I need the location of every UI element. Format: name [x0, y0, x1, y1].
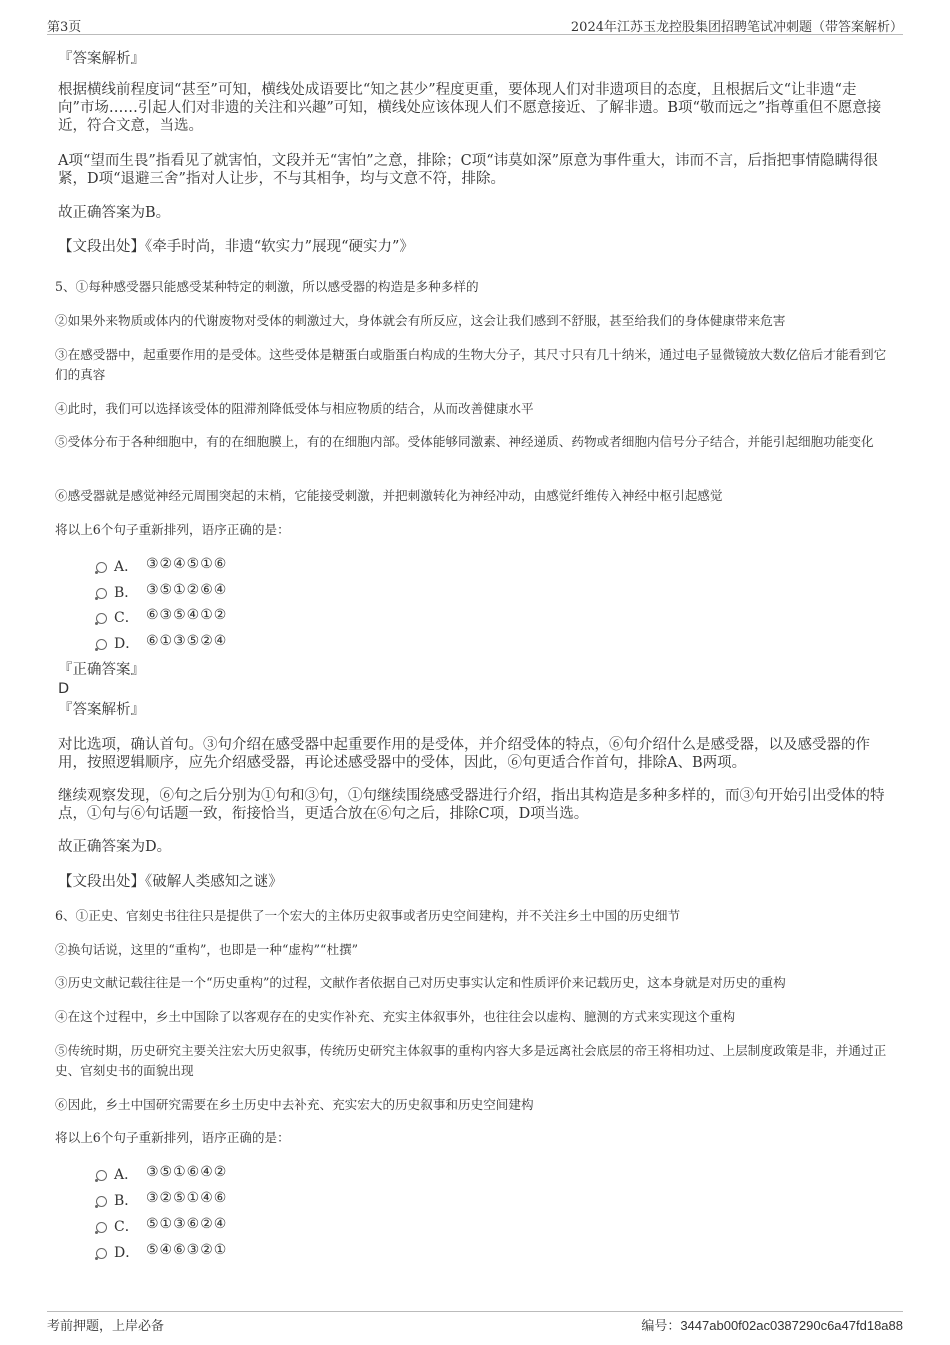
radio-icon[interactable]: [96, 1196, 107, 1207]
q5-analysis-label: 『答案解析』: [58, 702, 145, 718]
q5-conclusion: 故正确答案为D。: [58, 839, 172, 855]
option-text: ⑥③⑤④①②: [146, 607, 228, 623]
option-text: ⑤①③⑥②④: [146, 1216, 228, 1232]
q4-conclusion: 故正确答案为B。: [58, 205, 171, 221]
document-title: 2024年江苏玉龙控股集团招聘笔试冲刺题（带答案解析）: [570, 20, 903, 35]
option-text: ③⑤①⑥④②: [146, 1164, 228, 1180]
footer-code-value: 3447ab00f02ac0387290c6a47fd18a88: [680, 1318, 903, 1333]
q5-sentence-2: ②如果外来物质或体内的代谢废物对受体的刺激过大，身体就会有所反应，这会让我们感到不舒服，甚至给我们的身体健康带来危害: [55, 313, 786, 328]
radio-icon[interactable]: [96, 613, 107, 624]
radio-icon[interactable]: [96, 639, 107, 650]
option-text: ③②④⑤①⑥: [146, 556, 228, 572]
page-number: 第3页: [47, 20, 82, 35]
q6-sentence-4: ④在这个过程中，乡土中国除了以客观存在的史实作补充、充实主体叙事外，也往往会以虚构、臆测的方式来实现这个重构: [55, 1009, 736, 1024]
q5-answer-label: 『正确答案』: [58, 662, 145, 678]
q5-analysis-p1: 对比选项，确认首句。③句介绍在感受器中起重要作用的是受体，并介绍受体的特点，⑥句介绍什么是感受器，以及感受器的作用，按照逻辑顺序，应先介绍感受器，再论述感受器中的受体，因此，⑥句更适合作首句，排除A、B两项。: [58, 737, 870, 771]
q4-analysis-p1: 根据横线前程度词“甚至”可知，横线处成语要比“知之甚少”程度更重，要体现人们对非遗项目的态度，且根据后文“让非遗“走向”市场……引起人们对非遗的关注和兴趣”可知，横线处应该体现人们不愿意接近、了解非遗。B项“敬而远之”指尊重但不愿意接近，符合文意，当选。: [58, 82, 882, 134]
radio-icon[interactable]: [96, 588, 107, 599]
option-letter: C．: [114, 1219, 139, 1235]
q4-source: 【文段出处】《牵手时尚，非遗“软实力”展现“硬实力”》: [58, 239, 414, 255]
option-text: ⑤④⑥③②①: [146, 1242, 228, 1258]
q5-source: 【文段出处】《破解人类感知之谜》: [58, 874, 283, 890]
q5-analysis-p2: 继续观察发现，⑥句之后分别为①句和③句，①句继续围绕感受器进行介绍，指出其构造是多种多样的，而③句开始引出受体的特点，①句与⑥句话题一致，衔接恰当，更适合放在⑥句之后，排除C项，D项当选。: [58, 788, 885, 822]
q5-sentence-4: ④此时，我们可以选择该受体的阻滞剂降低受体与相应物质的结合，从而改善健康水平: [55, 401, 534, 416]
q6-sentence-2: ②换句话说，这里的“重构”，也即是一种“虚构”“杜撰”: [55, 942, 359, 957]
footer-code-label: 编号：: [641, 1319, 681, 1334]
q4-analysis-label: 『答案解析』: [58, 51, 145, 67]
radio-icon[interactable]: [96, 1248, 107, 1259]
q6-sentence-1: 6、①正史、官刻史书往往只是提供了一个宏大的主体历史叙事或者历史空间建构，并不关注乡土中国的历史细节: [55, 908, 681, 923]
footer-slogan: 考前押题，上岸必备: [47, 1319, 165, 1334]
option-letter: B．: [114, 1193, 139, 1209]
option-letter: D．: [114, 636, 140, 652]
q4-analysis-p2: A项“望而生畏”指看见了就害怕，文段并无“害怕”之意，排除；C项“讳莫如深”原意为事件重大，讳而不言，后指把事情隐瞒得很紧，D项“退避三舍”指对人让步，不与其相争，均与文意不符，排除。: [58, 153, 879, 187]
q5-prompt: 将以上6个句子重新排列，语序正确的是：: [55, 522, 290, 537]
q5-answer: D: [58, 681, 70, 697]
q5-sentence-6: ⑥感受器就是感觉神经元周围突起的末梢，它能接受刺激，并把刺激转化为神经冲动，由感觉纤维传入神经中枢引起感觉: [55, 488, 723, 503]
q5-sentence-3: ③在感受器中，起重要作用的是受体。这些受体是糖蛋白或脂蛋白构成的生物大分子，其尺寸只有几十纳米，通过电子显微镜放大数亿倍后才能看到它们的真容: [55, 347, 887, 382]
q5-sentence-1: 5、①每种感受器只能感受某种特定的刺激，所以感受器的构造是多种多样的: [55, 279, 479, 294]
page-header: [47, 14, 903, 35]
q6-sentence-5: ⑤传统时期，历史研究主要关注宏大历史叙事，传统历史研究主体叙事的重构内容大多是远离社会底层的帝王将相功过、上层制度政策是非，并通过正史、官刻史书的面貌出现: [55, 1043, 887, 1078]
radio-icon[interactable]: [96, 1222, 107, 1233]
radio-icon[interactable]: [96, 1170, 107, 1181]
option-text: ⑥①③⑤②④: [146, 633, 228, 649]
option-letter: C．: [114, 610, 139, 626]
footer-code: [641, 1315, 903, 1334]
q6-sentence-6: ⑥因此，乡土中国研究需要在乡土历史中去补充、充实宏大的历史叙事和历史空间建构: [55, 1097, 534, 1112]
option-letter: A．: [114, 559, 139, 575]
option-text: ③⑤①②⑥④: [146, 582, 228, 598]
option-letter: B．: [114, 585, 139, 601]
option-letter: A．: [114, 1167, 139, 1183]
q6-sentence-3: ③历史文献记载往往是一个“历史重构”的过程，文献作者依据自己对历史事实认定和性质评价来记载历史，这本身就是对历史的重构: [55, 975, 786, 990]
option-letter: D．: [114, 1245, 140, 1261]
q6-prompt: 将以上6个句子重新排列，语序正确的是：: [55, 1130, 290, 1145]
q5-sentence-5: ⑤受体分布于各种细胞中，有的在细胞膜上，有的在细胞内部。受体能够同激素、神经递质、药物或者细胞内信号分子结合，并能引起细胞功能变化: [55, 434, 874, 449]
option-text: ③②⑤①④⑥: [146, 1190, 228, 1206]
page-footer: [47, 1311, 903, 1334]
radio-icon[interactable]: [96, 562, 107, 573]
